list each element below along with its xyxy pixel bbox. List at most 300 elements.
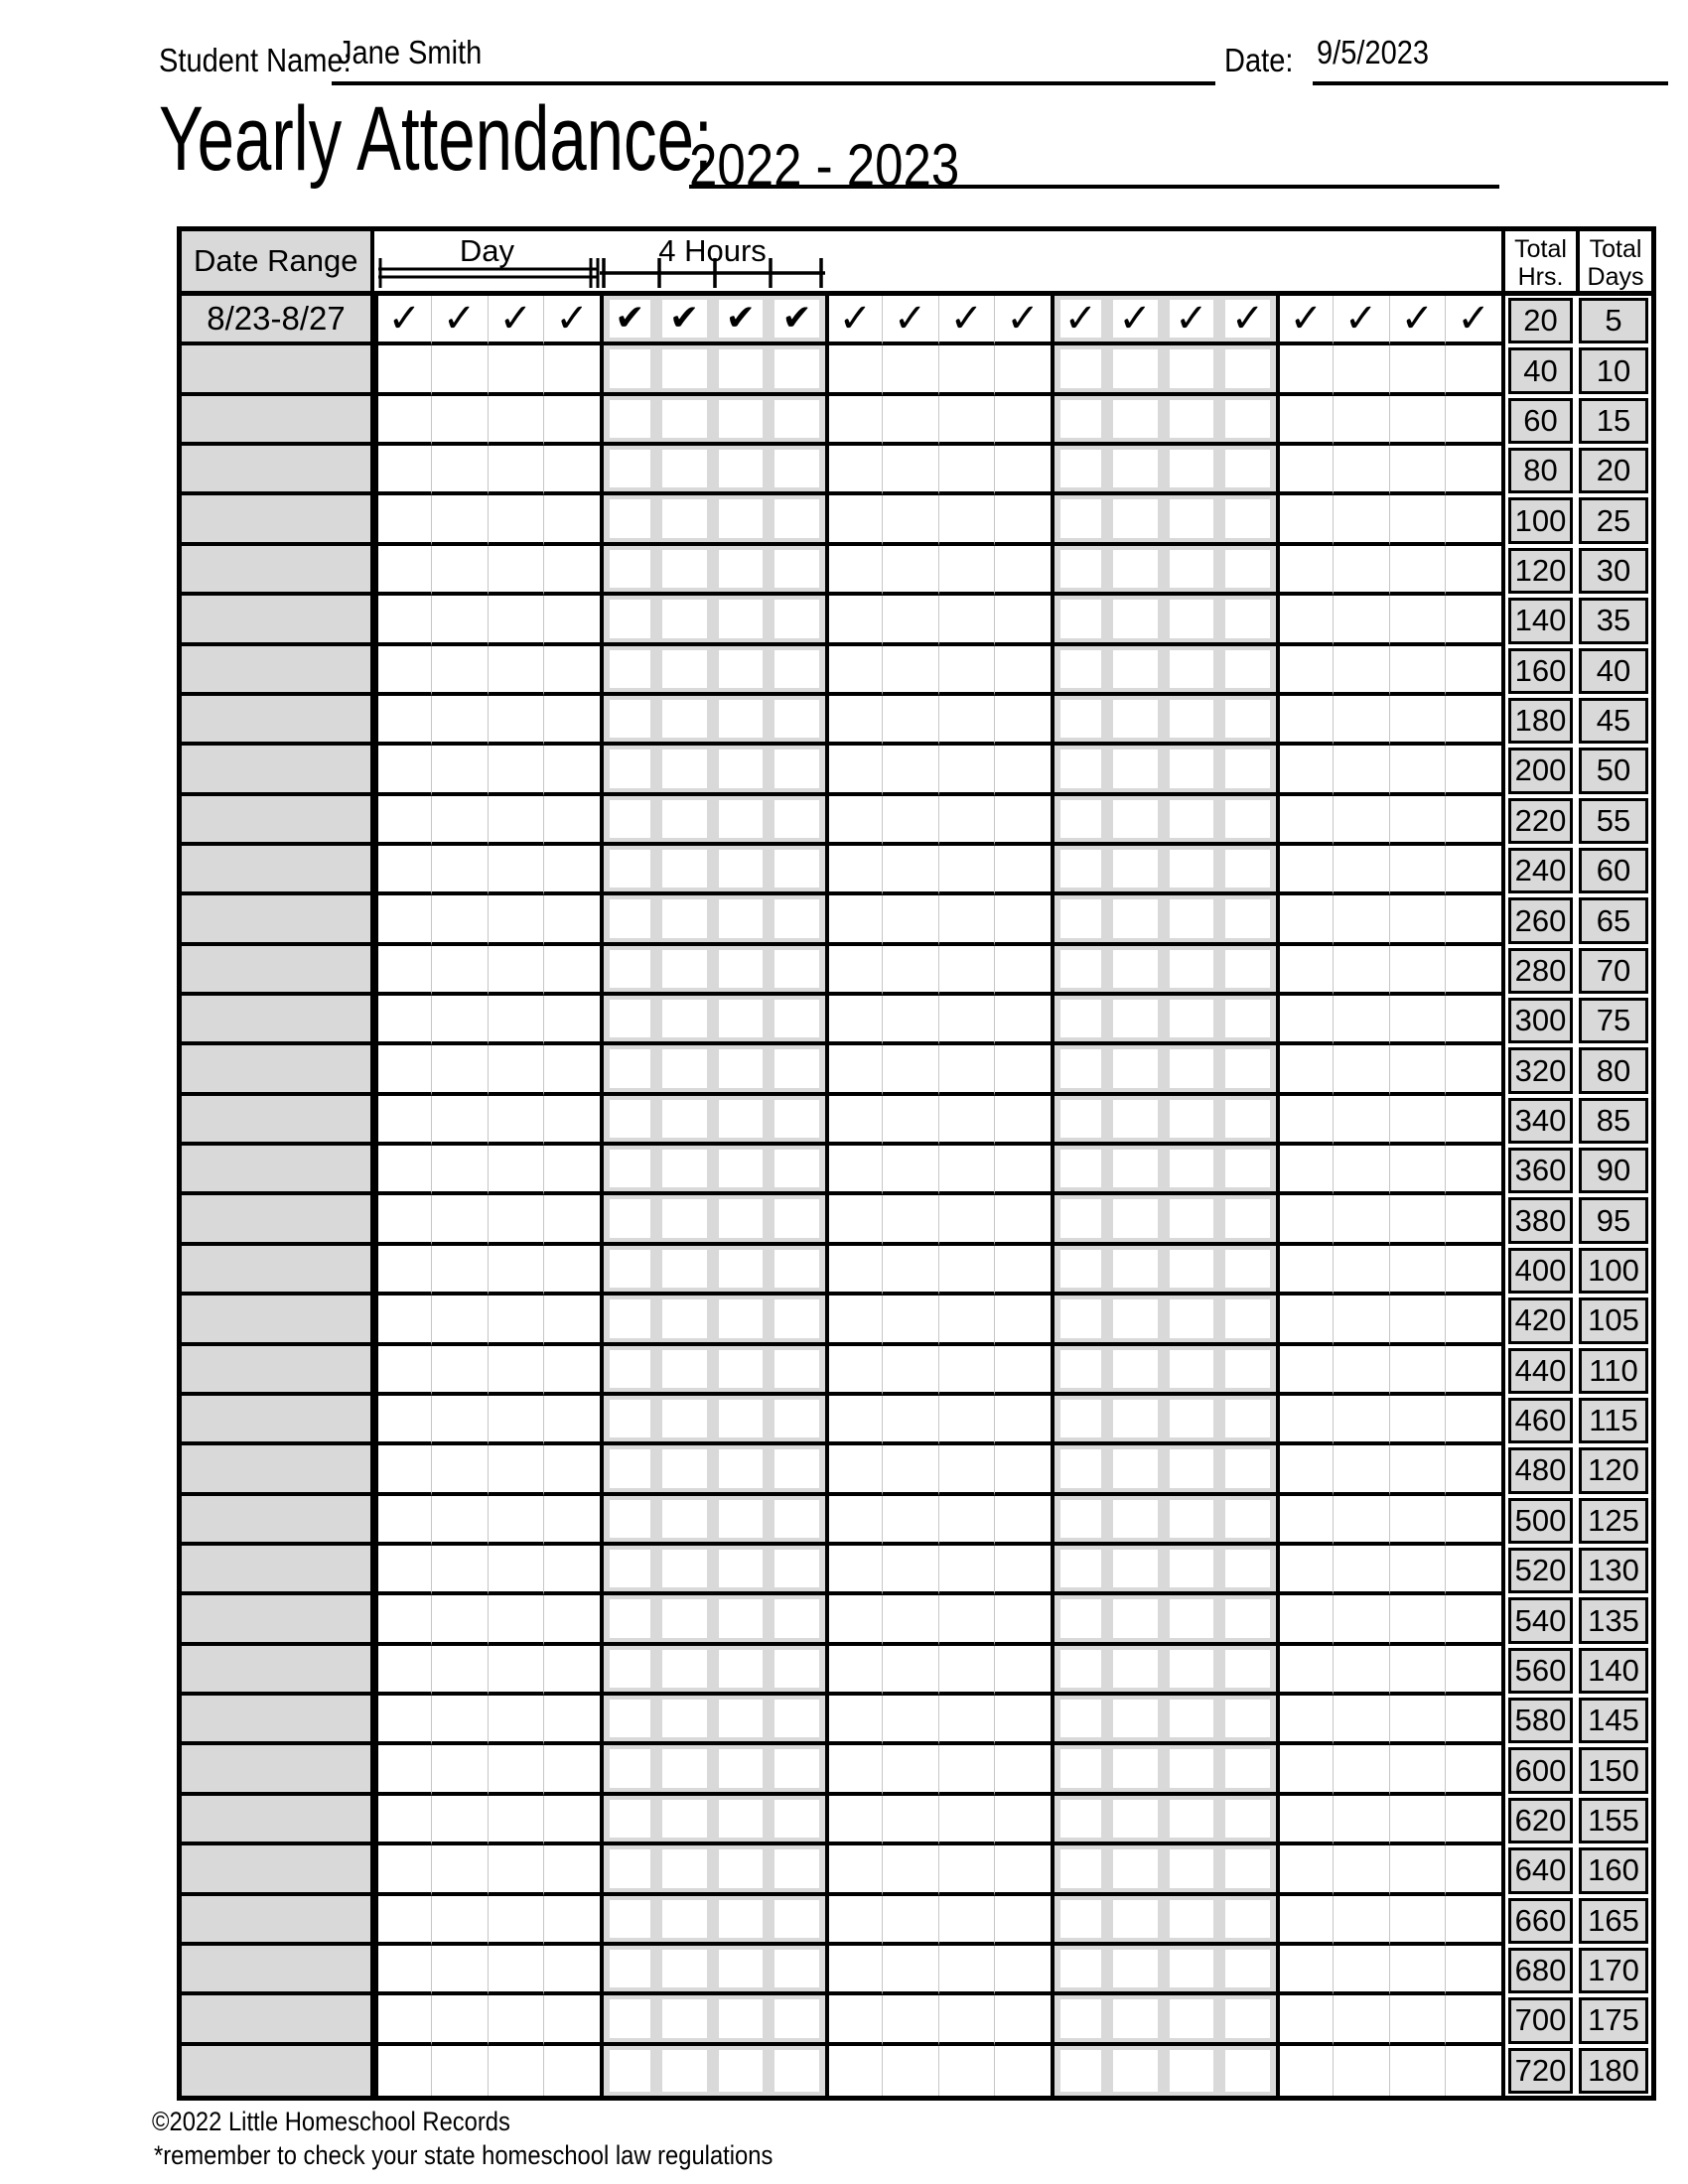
check-cell[interactable] [1051, 846, 1107, 895]
check-cell[interactable] [1164, 895, 1220, 945]
check-cell[interactable] [1333, 895, 1389, 945]
check-cell[interactable] [1219, 495, 1276, 545]
check-cell[interactable] [1051, 296, 1107, 345]
check-cell[interactable] [1219, 1396, 1276, 1445]
date-field[interactable]: 9/5/2023 [1313, 34, 1668, 85]
check-cell[interactable] [1164, 1195, 1220, 1245]
check-cell[interactable] [600, 596, 656, 645]
check-cell[interactable] [1107, 1146, 1164, 1195]
check-cell[interactable] [374, 1195, 431, 1245]
check-cell[interactable] [713, 946, 770, 996]
check-cell[interactable] [431, 1445, 488, 1495]
check-cell[interactable] [543, 1546, 600, 1595]
check-cell[interactable] [1219, 1146, 1276, 1195]
check-cell[interactable] [431, 2046, 488, 2096]
check-cell[interactable] [374, 1995, 431, 2045]
check-cell[interactable] [1051, 746, 1107, 795]
check-cell[interactable] [1107, 846, 1164, 895]
check-cell[interactable] [543, 495, 600, 545]
check-cell[interactable] [543, 2046, 600, 2096]
check-cell[interactable] [1445, 1045, 1501, 1095]
check-cell[interactable] [1051, 495, 1107, 545]
check-cell[interactable] [1164, 1246, 1220, 1296]
check-cell[interactable] [825, 1445, 882, 1495]
check-cell[interactable] [1276, 996, 1333, 1045]
date-range-cell[interactable] [182, 1445, 374, 1495]
check-cell[interactable] [1389, 1595, 1446, 1645]
check-cell[interactable] [374, 296, 431, 345]
check-cell[interactable] [825, 1646, 882, 1696]
check-cell[interactable] [1333, 1546, 1389, 1595]
check-cell[interactable] [374, 495, 431, 545]
check-cell[interactable] [543, 1445, 600, 1495]
check-cell[interactable] [1219, 1496, 1276, 1546]
check-cell[interactable] [488, 446, 544, 495]
check-cell[interactable] [994, 1096, 1051, 1146]
check-cell[interactable] [1445, 946, 1501, 996]
check-cell[interactable] [994, 1346, 1051, 1396]
date-range-cell[interactable] [182, 495, 374, 545]
check-cell[interactable] [1389, 1946, 1446, 1995]
check-cell[interactable] [656, 1896, 713, 1946]
check-cell[interactable] [1333, 495, 1389, 545]
check-cell[interactable] [1051, 996, 1107, 1045]
check-cell[interactable] [600, 495, 656, 545]
date-range-cell[interactable] [182, 1146, 374, 1195]
check-cell[interactable] [1389, 1896, 1446, 1946]
check-cell[interactable] [1107, 495, 1164, 545]
check-cell[interactable] [488, 895, 544, 945]
check-cell[interactable] [1333, 1445, 1389, 1495]
check-cell[interactable] [600, 696, 656, 746]
check-cell[interactable] [938, 1796, 995, 1845]
check-cell[interactable] [1389, 446, 1446, 495]
date-range-cell[interactable] [182, 1346, 374, 1396]
check-cell[interactable] [1445, 345, 1501, 395]
check-cell[interactable] [1051, 1045, 1107, 1095]
check-cell[interactable] [1389, 696, 1446, 746]
check-cell[interactable] [1333, 1496, 1389, 1546]
check-cell[interactable] [488, 1496, 544, 1546]
check-cell[interactable] [1389, 1346, 1446, 1396]
check-cell[interactable] [543, 546, 600, 596]
check-cell[interactable] [374, 1296, 431, 1345]
check-cell[interactable] [938, 895, 995, 945]
check-cell[interactable] [1389, 1546, 1446, 1595]
check-cell[interactable] [1219, 846, 1276, 895]
check-cell[interactable] [882, 1445, 938, 1495]
check-cell[interactable] [1389, 2046, 1446, 2096]
check-cell[interactable] [374, 1445, 431, 1495]
check-cell[interactable] [882, 1195, 938, 1245]
check-cell[interactable] [1107, 1845, 1164, 1895]
check-cell[interactable] [431, 846, 488, 895]
check-cell[interactable] [1164, 2046, 1220, 2096]
check-cell[interactable] [994, 1546, 1051, 1595]
check-cell[interactable] [882, 1346, 938, 1396]
date-range-cell[interactable] [182, 796, 374, 846]
check-cell[interactable] [600, 446, 656, 495]
check-cell[interactable] [938, 495, 995, 545]
check-cell[interactable] [1164, 1096, 1220, 1146]
check-cell[interactable] [825, 546, 882, 596]
check-cell[interactable] [656, 495, 713, 545]
check-cell[interactable] [713, 1796, 770, 1845]
check-cell[interactable] [1219, 1546, 1276, 1595]
date-range-cell[interactable] [182, 646, 374, 696]
check-cell[interactable] [431, 1496, 488, 1546]
check-cell[interactable] [488, 1296, 544, 1345]
check-cell[interactable] [488, 996, 544, 1045]
check-cell[interactable] [825, 396, 882, 446]
check-cell[interactable] [713, 895, 770, 945]
check-cell[interactable] [488, 796, 544, 846]
check-cell[interactable] [713, 1995, 770, 2045]
check-cell[interactable] [1219, 746, 1276, 795]
check-cell[interactable] [1051, 1396, 1107, 1445]
check-cell[interactable] [374, 1045, 431, 1095]
check-cell[interactable] [488, 946, 544, 996]
check-cell[interactable] [769, 1995, 825, 2045]
check-cell[interactable] [1107, 1045, 1164, 1095]
check-cell[interactable] [825, 1195, 882, 1245]
check-cell[interactable] [713, 1346, 770, 1396]
check-cell[interactable] [713, 1195, 770, 1245]
check-cell[interactable] [543, 1745, 600, 1795]
check-cell[interactable] [374, 1346, 431, 1396]
check-cell[interactable] [1164, 1296, 1220, 1345]
check-cell[interactable] [1445, 1146, 1501, 1195]
check-cell[interactable] [994, 1845, 1051, 1895]
check-cell[interactable] [600, 1396, 656, 1445]
check-cell[interactable] [769, 996, 825, 1045]
check-cell[interactable] [1333, 1595, 1389, 1645]
check-cell[interactable] [1333, 296, 1389, 345]
check-cell[interactable] [431, 1546, 488, 1595]
check-cell[interactable] [374, 1146, 431, 1195]
check-cell[interactable] [1389, 1246, 1446, 1296]
check-cell[interactable] [882, 1646, 938, 1696]
check-cell[interactable] [1164, 1896, 1220, 1946]
check-cell[interactable] [374, 1896, 431, 1946]
check-cell[interactable] [713, 1445, 770, 1495]
check-cell[interactable] [1445, 1896, 1501, 1946]
check-cell[interactable] [1389, 996, 1446, 1045]
check-cell[interactable] [600, 796, 656, 846]
check-cell[interactable] [1164, 345, 1220, 395]
check-cell[interactable] [938, 696, 995, 746]
check-cell[interactable] [1164, 1995, 1220, 2045]
check-cell[interactable] [713, 1396, 770, 1445]
check-cell[interactable] [882, 596, 938, 645]
date-range-cell[interactable] [182, 1745, 374, 1795]
check-cell[interactable] [1164, 296, 1220, 345]
check-cell[interactable] [994, 1246, 1051, 1296]
check-cell[interactable] [994, 446, 1051, 495]
check-cell[interactable] [543, 345, 600, 395]
check-cell[interactable] [1276, 1195, 1333, 1245]
check-cell[interactable] [769, 1396, 825, 1445]
check-cell[interactable] [1333, 1946, 1389, 1995]
check-cell[interactable] [374, 546, 431, 596]
check-cell[interactable] [1219, 1896, 1276, 1946]
check-cell[interactable] [543, 796, 600, 846]
check-cell[interactable] [938, 1445, 995, 1495]
check-cell[interactable] [1219, 446, 1276, 495]
check-cell[interactable] [1107, 1296, 1164, 1345]
check-cell[interactable] [488, 1745, 544, 1795]
check-cell[interactable] [543, 446, 600, 495]
check-cell[interactable] [374, 746, 431, 795]
check-cell[interactable] [1389, 1396, 1446, 1445]
check-cell[interactable] [600, 1595, 656, 1645]
check-cell[interactable] [1445, 1396, 1501, 1445]
date-range-cell[interactable] [182, 446, 374, 495]
check-cell[interactable] [825, 746, 882, 795]
check-cell[interactable] [1276, 296, 1333, 345]
check-cell[interactable] [431, 646, 488, 696]
check-cell[interactable] [1333, 1045, 1389, 1095]
check-cell[interactable] [938, 596, 995, 645]
check-cell[interactable] [1445, 1546, 1501, 1595]
check-cell[interactable] [1389, 1796, 1446, 1845]
check-cell[interactable] [1389, 1696, 1446, 1745]
check-cell[interactable] [713, 546, 770, 596]
check-cell[interactable] [1389, 1296, 1446, 1345]
check-cell[interactable] [1107, 1445, 1164, 1495]
check-cell[interactable] [825, 1796, 882, 1845]
check-cell[interactable] [1164, 596, 1220, 645]
check-cell[interactable] [656, 1195, 713, 1245]
check-cell[interactable] [1276, 396, 1333, 446]
check-cell[interactable] [431, 546, 488, 596]
check-cell[interactable] [374, 345, 431, 395]
check-cell[interactable] [1164, 1946, 1220, 1995]
date-range-cell[interactable] [182, 895, 374, 945]
check-cell[interactable] [713, 1546, 770, 1595]
check-cell[interactable] [656, 946, 713, 996]
check-cell[interactable] [1107, 646, 1164, 696]
check-cell[interactable] [1219, 345, 1276, 395]
check-cell[interactable] [1333, 696, 1389, 746]
check-cell[interactable] [994, 1896, 1051, 1946]
check-cell[interactable] [1445, 796, 1501, 846]
check-cell[interactable] [1276, 1995, 1333, 2045]
check-cell[interactable] [1219, 1845, 1276, 1895]
check-cell[interactable] [488, 1896, 544, 1946]
check-cell[interactable] [488, 2046, 544, 2096]
check-cell[interactable] [431, 796, 488, 846]
check-cell[interactable] [713, 696, 770, 746]
check-cell[interactable] [600, 345, 656, 395]
check-cell[interactable] [713, 1896, 770, 1946]
check-cell[interactable] [374, 1696, 431, 1745]
check-cell[interactable] [431, 396, 488, 446]
date-range-cell[interactable] [182, 2046, 374, 2096]
check-cell[interactable] [938, 746, 995, 795]
check-cell[interactable] [543, 646, 600, 696]
check-cell[interactable] [882, 846, 938, 895]
check-cell[interactable] [600, 1646, 656, 1696]
check-cell[interactable] [1051, 796, 1107, 846]
check-cell[interactable] [1164, 1496, 1220, 1546]
check-cell[interactable] [769, 1745, 825, 1795]
check-cell[interactable] [1445, 1096, 1501, 1146]
check-cell[interactable] [600, 996, 656, 1045]
check-cell[interactable] [713, 2046, 770, 2096]
check-cell[interactable] [431, 446, 488, 495]
check-cell[interactable] [374, 646, 431, 696]
check-cell[interactable] [1107, 696, 1164, 746]
check-cell[interactable] [1389, 1045, 1446, 1095]
check-cell[interactable] [1333, 446, 1389, 495]
check-cell[interactable] [431, 1896, 488, 1946]
check-cell[interactable] [1333, 1246, 1389, 1296]
check-cell[interactable] [1164, 1445, 1220, 1495]
check-cell[interactable] [1445, 396, 1501, 446]
check-cell[interactable] [1051, 1546, 1107, 1595]
check-cell[interactable] [882, 1496, 938, 1546]
check-cell[interactable] [882, 1896, 938, 1946]
check-cell[interactable] [431, 1045, 488, 1095]
check-cell[interactable] [374, 1546, 431, 1595]
check-cell[interactable] [656, 696, 713, 746]
check-cell[interactable] [374, 1796, 431, 1845]
check-cell[interactable] [1219, 1045, 1276, 1095]
check-cell[interactable] [882, 345, 938, 395]
check-cell[interactable] [713, 746, 770, 795]
check-cell[interactable] [600, 895, 656, 945]
check-cell[interactable] [882, 546, 938, 596]
check-cell[interactable] [1276, 796, 1333, 846]
check-cell[interactable] [1333, 1845, 1389, 1895]
check-cell[interactable] [938, 646, 995, 696]
check-cell[interactable] [1333, 846, 1389, 895]
check-cell[interactable] [1276, 1246, 1333, 1296]
check-cell[interactable] [1219, 796, 1276, 846]
check-cell[interactable] [1107, 396, 1164, 446]
check-cell[interactable] [543, 396, 600, 446]
check-cell[interactable] [1051, 946, 1107, 996]
check-cell[interactable] [825, 1346, 882, 1396]
check-cell[interactable] [600, 546, 656, 596]
check-cell[interactable] [1164, 646, 1220, 696]
check-cell[interactable] [1164, 746, 1220, 795]
check-cell[interactable] [713, 1646, 770, 1696]
check-cell[interactable] [825, 1995, 882, 2045]
school-year-field[interactable]: 2022 - 2023 [689, 125, 1499, 189]
check-cell[interactable] [769, 396, 825, 446]
check-cell[interactable] [769, 1445, 825, 1495]
check-cell[interactable] [1164, 546, 1220, 596]
check-cell[interactable] [769, 1146, 825, 1195]
check-cell[interactable] [600, 1546, 656, 1595]
check-cell[interactable] [1051, 1496, 1107, 1546]
check-cell[interactable] [656, 1045, 713, 1095]
check-cell[interactable] [713, 396, 770, 446]
check-cell[interactable] [994, 946, 1051, 996]
check-cell[interactable] [1389, 296, 1446, 345]
check-cell[interactable] [600, 1946, 656, 1995]
check-cell[interactable] [713, 646, 770, 696]
student-name-field[interactable]: Jane Smith [332, 34, 1215, 85]
check-cell[interactable] [1333, 746, 1389, 795]
date-range-cell[interactable] [182, 1946, 374, 1995]
check-cell[interactable] [488, 1396, 544, 1445]
check-cell[interactable] [994, 895, 1051, 945]
check-cell[interactable] [1107, 746, 1164, 795]
date-range-cell[interactable] [182, 746, 374, 795]
check-cell[interactable] [1219, 1195, 1276, 1245]
check-cell[interactable] [1333, 1396, 1389, 1445]
check-cell[interactable] [1107, 2046, 1164, 2096]
check-cell[interactable] [1051, 345, 1107, 395]
check-cell[interactable] [994, 1146, 1051, 1195]
check-cell[interactable] [374, 1096, 431, 1146]
check-cell[interactable] [769, 345, 825, 395]
check-cell[interactable] [488, 1796, 544, 1845]
check-cell[interactable] [825, 2046, 882, 2096]
check-cell[interactable] [543, 1896, 600, 1946]
date-range-cell[interactable] [182, 1995, 374, 2045]
check-cell[interactable] [431, 1246, 488, 1296]
check-cell[interactable] [713, 1946, 770, 1995]
check-cell[interactable] [769, 646, 825, 696]
check-cell[interactable] [825, 996, 882, 1045]
check-cell[interactable] [769, 1796, 825, 1845]
check-cell[interactable] [1107, 996, 1164, 1045]
check-cell[interactable] [769, 1496, 825, 1546]
check-cell[interactable] [600, 1896, 656, 1946]
check-cell[interactable] [431, 1995, 488, 2045]
check-cell[interactable] [1389, 1646, 1446, 1696]
check-cell[interactable] [1445, 1995, 1501, 2045]
check-cell[interactable] [431, 1146, 488, 1195]
check-cell[interactable] [374, 796, 431, 846]
check-cell[interactable] [1333, 1896, 1389, 1946]
check-cell[interactable] [1389, 396, 1446, 446]
check-cell[interactable] [769, 1296, 825, 1345]
check-cell[interactable] [374, 1595, 431, 1645]
check-cell[interactable] [825, 1595, 882, 1645]
check-cell[interactable] [656, 446, 713, 495]
check-cell[interactable] [1445, 1745, 1501, 1795]
check-cell[interactable] [1164, 1845, 1220, 1895]
check-cell[interactable] [656, 895, 713, 945]
check-cell[interactable] [825, 696, 882, 746]
check-cell[interactable] [713, 1246, 770, 1296]
check-cell[interactable] [374, 1745, 431, 1795]
check-cell[interactable] [1051, 1646, 1107, 1696]
check-cell[interactable] [769, 946, 825, 996]
check-cell[interactable] [938, 546, 995, 596]
check-cell[interactable] [374, 1946, 431, 1995]
check-cell[interactable] [1276, 1796, 1333, 1845]
date-range-cell[interactable] [182, 596, 374, 645]
check-cell[interactable] [488, 1845, 544, 1895]
check-cell[interactable] [1107, 1546, 1164, 1595]
check-cell[interactable] [994, 596, 1051, 645]
check-cell[interactable] [1164, 1396, 1220, 1445]
check-cell[interactable] [656, 846, 713, 895]
check-cell[interactable] [431, 1696, 488, 1745]
check-cell[interactable] [1164, 996, 1220, 1045]
check-cell[interactable] [543, 1096, 600, 1146]
check-cell[interactable] [656, 1146, 713, 1195]
check-cell[interactable] [1051, 696, 1107, 746]
check-cell[interactable] [1051, 1595, 1107, 1645]
check-cell[interactable] [1051, 1796, 1107, 1845]
